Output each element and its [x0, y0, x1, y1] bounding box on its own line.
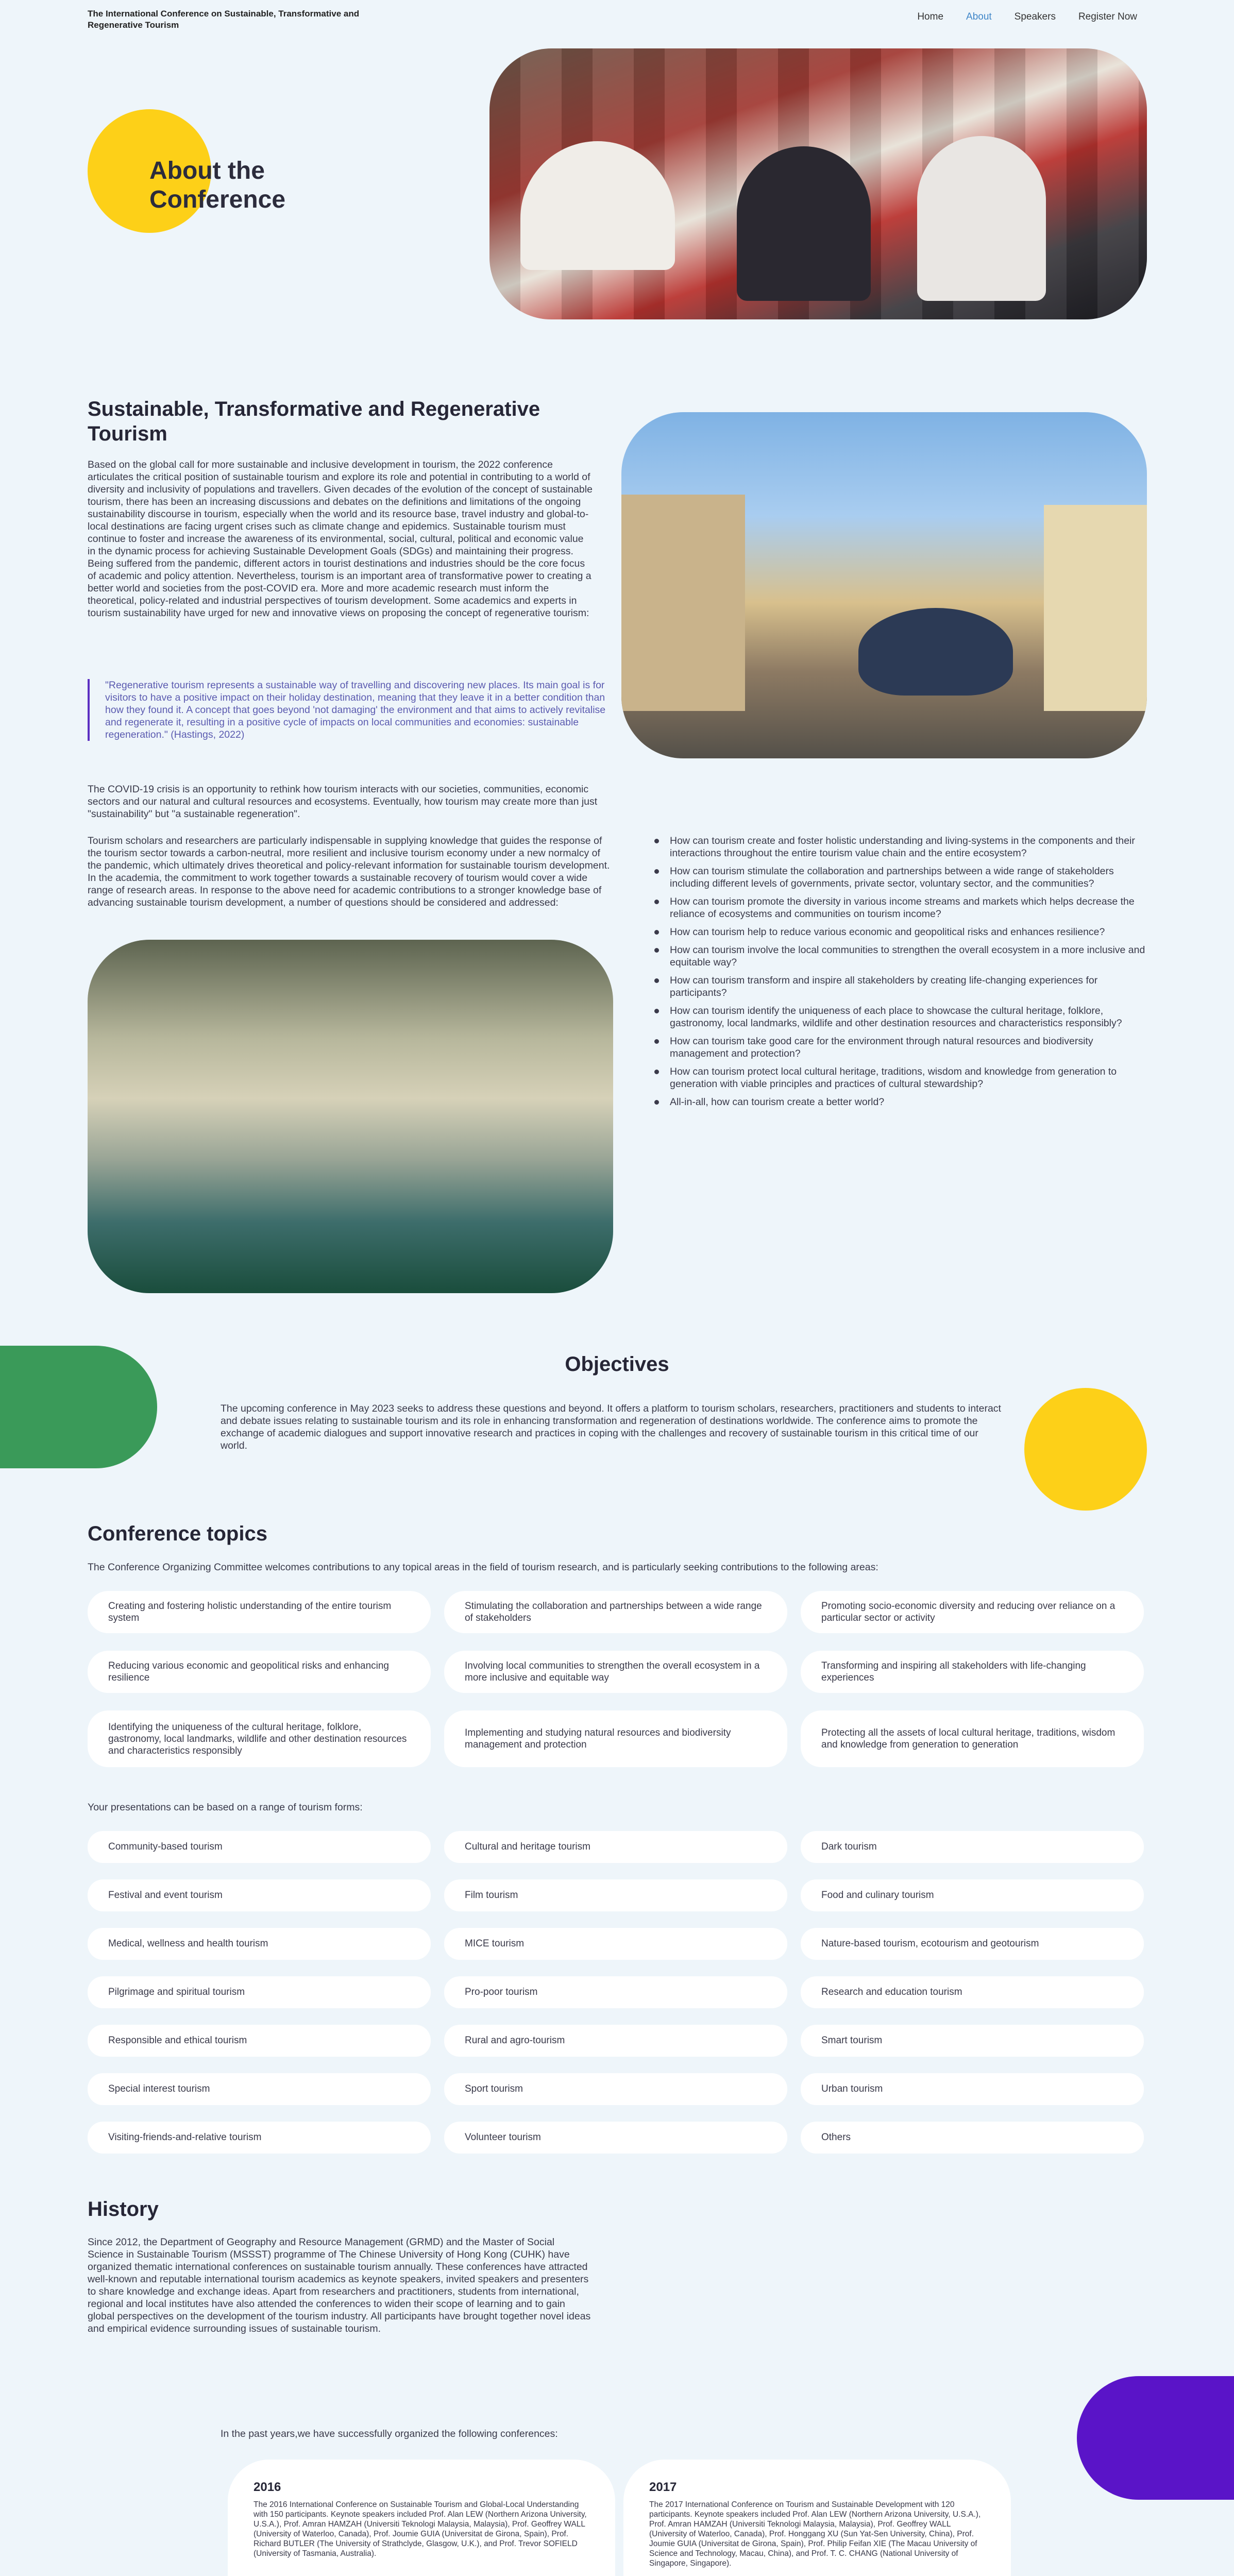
list-item: How can tourism involve the local communities to strengthen the overall ecosystem in a more inclusive and equitable way? — [654, 944, 1149, 969]
topic-card: Stimulating the collaboration and partnerships between a wide range of stakeholders — [444, 1591, 787, 1633]
site-title[interactable]: The International Conference on Sustainable, Transformative and Regenerative Tourism — [88, 9, 360, 30]
topic-card: Promoting socio-economic diversity and reducing over reliance on a particular sector or activity — [801, 1591, 1144, 1633]
topic-card: Creating and fostering holistic understanding of the entire tourism system — [88, 1591, 431, 1633]
nav-home[interactable]: Home — [917, 11, 944, 22]
objectives-title: Objectives — [565, 1353, 669, 1376]
decorative-yellow-circle — [1024, 1388, 1147, 1511]
tourism-form: Pilgrimage and spiritual tourism — [88, 1976, 431, 2008]
tourism-form: Sport tourism — [444, 2073, 787, 2105]
tourism-form: Others — [801, 2122, 1144, 2154]
decorative-purple-pill — [1077, 2376, 1234, 2500]
topic-card: Identifying the uniqueness of the cultural heritage, folklore, gastronomy, local landmarks, wildlife and other destination resources and characteristics responsibly — [88, 1710, 431, 1767]
beach-landscape-photo — [88, 940, 613, 1293]
tourism-form: Volunteer tourism — [444, 2122, 787, 2154]
tourism-form: Nature-based tourism, ecotourism and geotourism — [801, 1928, 1144, 1960]
conference-description: The 2017 International Conference on Tourism and Sustainable Development with 120 participants. Keynote speakers included Prof. Alan LEW (Northern Arizona University, U.S.A.), Prof. Amran HAMZAH (Universiti Teknologi Malaysia, Malaysia), Prof. Geoffrey WALL (University of Waterloo, Canada), Prof. Honggang XU (Sun Yat-Sen University, China), Prof. Joumie GUIA (Universitat de Girona, Spain), Prof. Philip Feifan XIE (The Macau University of Science and Technology, Macau, China), and Prof. T. C. CHANG (National University of Singapore, Singapore). — [649, 2500, 981, 2568]
topic-card: Reducing various economic and geopolitical risks and enhancing resilience — [88, 1651, 431, 1693]
street-cyclists-photo — [621, 412, 1147, 758]
topic-card: Transforming and inspiring all stakeholders with life-changing experiences — [801, 1651, 1144, 1693]
tourism-form: Cultural and heritage tourism — [444, 1831, 787, 1863]
conference-card-2016 — [228, 2460, 615, 2576]
list-item: How can tourism protect local cultural heritage, traditions, wisdom and knowledge from generation to generation with viable principles and practices of cultural stewardship? — [654, 1065, 1149, 1090]
list-item: How can tourism identify the uniqueness of each place to showcase the cultural heritage, folklore, gastronomy, local landmarks, wildlife and other destination resources and characteristics responsibly? — [654, 1005, 1149, 1029]
past-conferences-intro: In the past years,we have successfully organized the following conferences: — [221, 2428, 558, 2439]
conference-audience-photo — [489, 48, 1147, 319]
section-title-sustainable-tourism: Sustainable, Transformative and Regenerative Tourism — [88, 398, 540, 445]
topics-intro: The Conference Organizing Committee welcomes contributions to any topical areas in the field of tourism research, and is particularly seeking contributions to the following areas: — [88, 1562, 878, 1573]
topic-card: Implementing and studying natural resources and biodiversity management and protection — [444, 1710, 787, 1767]
list-item: How can tourism take good care for the environment through natural resources and biodiversity management and protection? — [654, 1035, 1149, 1060]
tourism-form: Community-based tourism — [88, 1831, 431, 1863]
tourism-form: Pro-poor tourism — [444, 1976, 787, 2008]
tourism-form: Medical, wellness and health tourism — [88, 1928, 431, 1960]
list-item: How can tourism transform and inspire all stakeholders by creating life-changing experiences for participants? — [654, 974, 1149, 999]
tourism-form: Food and culinary tourism — [801, 1879, 1144, 1911]
nav-links — [917, 11, 1137, 23]
regenerative-tourism-quote: "Regenerative tourism represents a sustainable way of travelling and discovering new places. Its main goal is for visitors to have a positive impact on their holiday destination, meaning that they leave it in a better condition than how they found it. A concept that goes beyond 'not damaging' the environment and that aims to actively revitalise and regenerate it, resulting in a positive cycle of impacts on local communities and economies: sustainable regeneration." (Hastings, 2022) — [88, 679, 613, 741]
conference-description: The 2016 International Conference on Sustainable Tourism and Global-Local Understanding with 150 participants. Keynote speakers included Prof. Alan LEW (Northern Arizona University, U.S.A.), Prof. Amran HAMZAH (Universiti Teknologi Malaysia, Malaysia), Prof. Geoffrey WALL (University of Waterloo, Canada), Prof. Joumie GUIA (Universitat de Girona, Spain), Prof. Richard BUTLER (The University of Strathclyde, Glasgow, U.K.), and Prof. Trevor SOFIELD (University of Tasmania, Australia). — [253, 2500, 587, 2558]
conference-year: 2016 — [253, 2480, 281, 2494]
tourism-form: Dark tourism — [801, 1831, 1144, 1863]
objectives-text: The upcoming conference in May 2023 seeks to address these questions and beyond. It offers a platform to tourism scholars, researchers, practitioners and students to interact and debate issues relating to sustainable tourism and its role in enhancing transformation and regeneration of destinations worldwide. The conference aims to promote the exchange of academic dialogues and support innovative research and practices in coping with the challenges and recovery of sustainable tourism in this critical time of our world. — [221, 1403, 1001, 1451]
nav-speakers[interactable]: Speakers — [1014, 11, 1056, 22]
history-title: History — [88, 2198, 159, 2221]
tourism-form: Special interest tourism — [88, 2073, 431, 2105]
tourism-form: Film tourism — [444, 1879, 787, 1911]
tourism-form: Smart tourism — [801, 2025, 1144, 2057]
conference-topics-title: Conference topics — [88, 1522, 267, 1545]
research-questions-list — [654, 835, 1149, 1114]
nav-register-now[interactable]: Register Now — [1078, 11, 1137, 22]
tourism-form: MICE tourism — [444, 1928, 787, 1960]
nav-about[interactable]: About — [966, 11, 992, 22]
intro-paragraph: Based on the global call for more sustainable and inclusive development in tourism, the 2022 conference articulates the critical position of sustainable tourism and explore its role and potential in contributing to a world of diversity and inclusivity of populations and travellers. Given decades of the evolution of the concept of sustainable tourism, there has been an increasing discussions and debates on the definitions and limitations of the ongoing sustainability discourse in tourism, especially when the world and its resource base, travel industry and global-to-local destinations are facing urgent crises such as climate change and epidemics. Sustainable tourism must continue to foster and increase the awareness of its environmental, social, cultural, political and economic value in the dynamic process for achieving Sustainable Development Goals (SDGs) and maintaining their progress. Being suffered from the pandemic, different actors in tourist destinations and industries should be the core focus of academic and policy attention. Nevertheless, tourism is an important area of transformative power to creating a better world and societies from the post-COVID era. More and more academic research must inform the theoretical, policy-related and industrial perspectives of tourism development. Some academics and experts in tourism sustainability have urged for new and innovative views on proposing the concept of regenerative tourism: — [88, 459, 593, 619]
tourism-form: Research and education tourism — [801, 1976, 1144, 2008]
conference-card-2017 — [623, 2460, 1011, 2576]
top-navigation — [0, 0, 1234, 36]
list-item: How can tourism create and foster holistic understanding and living-systems in the components and their interactions throughout the entire tourism value chain and the entire ecosystem? — [654, 835, 1149, 859]
researchers-paragraph: Tourism scholars and researchers are particularly indispensable in supplying knowledge that guides the response of the tourism sector towards a carbon-neutral, more resilient and inclusive tourism economy under a new normalcy of the pandemic, which ultimately drives theoretical and policy-relevant information for sustainable tourism development. In the academia, the commitment to work together towards a sustainable recovery of tourism would cover a wide range of research areas. In response to the above need for academic contributions to a stronger knowledge base of advancing sustainable tourism development, a number of questions should be considered and addressed: — [88, 835, 610, 908]
tourism-form: Urban tourism — [801, 2073, 1144, 2105]
list-item: How can tourism help to reduce various economic and geopolitical risks and enhances resilience? — [654, 926, 1149, 938]
forms-intro: Your presentations can be based on a range of tourism forms: — [88, 1802, 363, 1813]
topic-card: Involving local communities to strengthen the overall ecosystem in a more inclusive and equitable way — [444, 1651, 787, 1693]
tourism-form: Visiting-friends-and-relative tourism — [88, 2122, 431, 2154]
conference-year: 2017 — [649, 2480, 677, 2494]
list-item: How can tourism promote the diversity in various income streams and markets which helps decrease the reliance of ecosystems and communities on tourism income? — [654, 895, 1149, 920]
tourism-form: Responsible and ethical tourism — [88, 2025, 431, 2057]
page-title: About the Conference — [149, 157, 286, 213]
tourism-form: Festival and event tourism — [88, 1879, 431, 1911]
list-item: All-in-all, how can tourism create a better world? — [654, 1096, 1149, 1108]
history-text: Since 2012, the Department of Geography and Resource Management (GRMD) and the Master of Social Science in Sustainable Tourism (MSSST) programme of The Chinese University of Hong Kong (CUHK) have organized thematic international conferences on sustainable tourism annually. These conferences have attracted well-known and reputable international tourism academics as keynote speakers, invited speakers and presenters to share knowledge and exchange ideas. Apart from researchers and practitioners, students from international, regional and local institutes have also attended the conferences to widen their scope of learning and to gain global perspectives on the development of the tourism industry. All participants have brought together novel ideas and empirical evidence surrounding issues of sustainable tourism. — [88, 2236, 591, 2334]
covid-paragraph: The COVID-19 crisis is an opportunity to rethink how tourism interacts with our societies, communities, economic sectors and our natural and cultural resources and ecosystems. Eventually, how tourism may create more than just "sustainability" but "a sustainable regeneration". — [88, 784, 598, 820]
topic-card: Protecting all the assets of local cultural heritage, traditions, wisdom and knowledge from generation to generation — [801, 1710, 1144, 1767]
list-item: How can tourism stimulate the collaboration and partnerships between a wide range of stakeholders including different levels of governments, private sector, voluntary sector, and the communities? — [654, 865, 1149, 890]
tourism-form: Rural and agro-tourism — [444, 2025, 787, 2057]
